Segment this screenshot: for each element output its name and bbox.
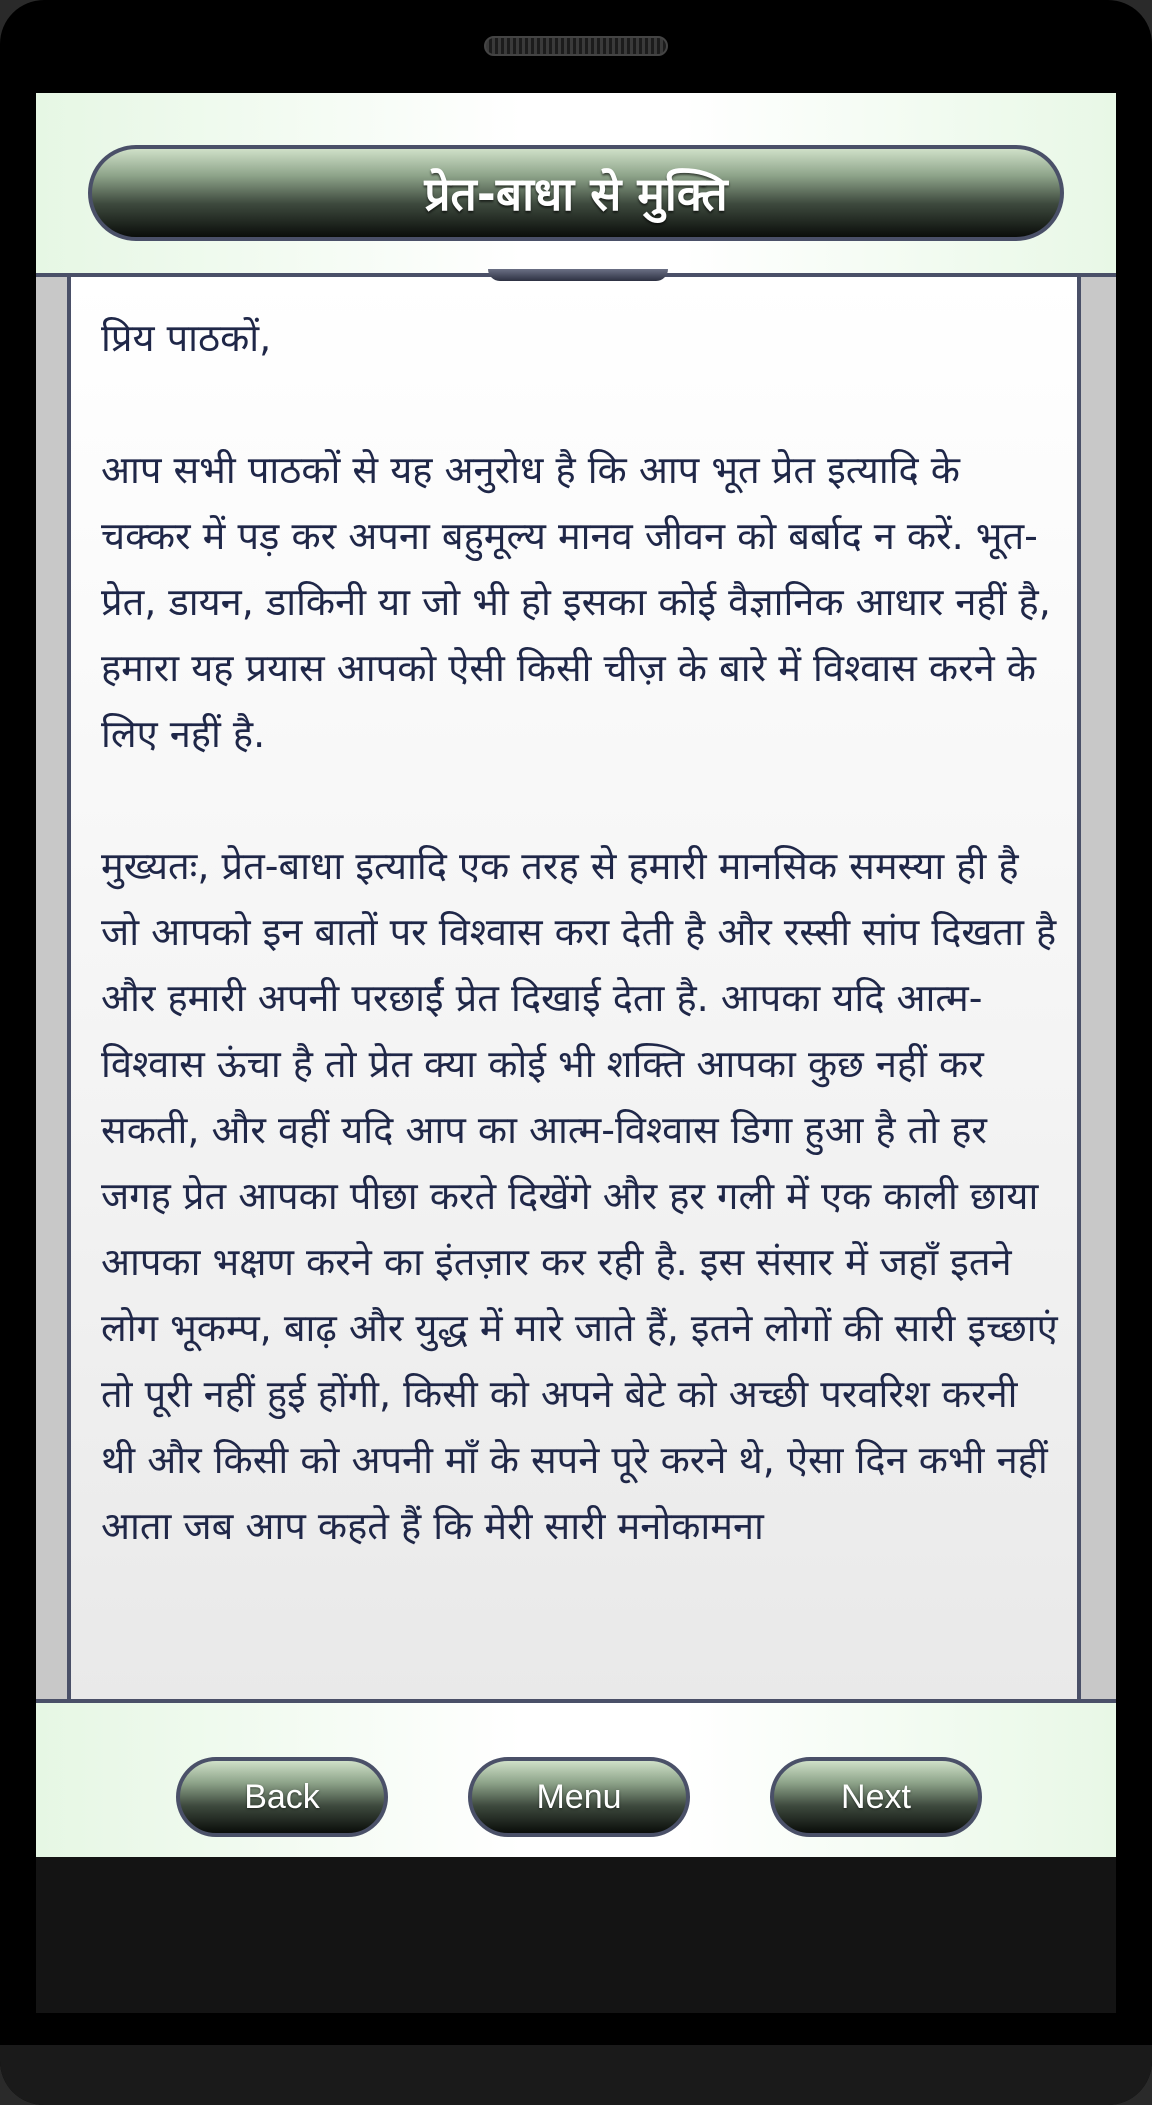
title-banner	[88, 145, 1064, 241]
page-title: प्रेत-बाधा से मुक्ति	[424, 167, 728, 221]
next-button[interactable]	[770, 1757, 982, 1837]
bottom-bezel	[0, 2045, 1152, 2105]
empty-area	[36, 1857, 1116, 2013]
article-paragraph-1: आप सभी पाठकों से यह अनुरोध है कि आप भूत प्रेत इत्यादि के चक्कर में पड़ कर अपना बहुमूल्य मानव जीवन को बर्बाद न करें. भूत-प्रेत, डायन, डाकिनी या जो भी हो इसका कोई वैज्ञानिक आधार नहीं है, हमारा यह प्रयास आपको ऐसी किसी चीज़ के बारे में विश्वास करने के लिए नहीं है.	[101, 448, 1051, 756]
menu-button-label: Menu	[536, 1777, 622, 1816]
article-greeting: प्रिय पाठकों,	[101, 316, 272, 360]
back-button[interactable]	[176, 1757, 388, 1837]
app-screen	[36, 93, 1116, 2013]
menu-button[interactable]	[468, 1757, 690, 1837]
article-scroll-area[interactable]	[67, 277, 1081, 1699]
article-paragraph-2: मुख्यतः, प्रेत-बाधा इत्यादि एक तरह से हमारी मानसिक समस्या ही है जो आपको इन बातों पर विश्वास करा देती है और रस्सी सांप दिखता है और हमारी अपनी परछाईं प्रेत दिखाई देता है. आपका यदि आत्म-विश्वास ऊंचा है तो प्रेत क्या कोई भी शक्ति आपका कुछ नहीं कर सकती, और वहीं यदि आप का आत्म-विश्वास डिगा हुआ है तो हर जगह प्रेत आपका पीछा करते दिखेंगे और हर गली में एक काली छाया आपका भक्षण करने का इंतज़ार कर रही है. इस संसार में जहाँ इतने लोग भूकम्प, बाढ़ और युद्ध में मारे जाते हैं, इतने लोगों की सारी इच्छाएं तो पूरी नहीं हुई होंगी, किसी को अपने बेटे को अच्छी परवरिश करनी थी और किसी को अपनी माँ के सपने पूरे करने थे, ऐसा दिन कभी नहीं आता जब आप कहते हैं कि मेरी सारी मनोकामना	[101, 844, 1058, 1548]
title-notch-decoration	[488, 269, 668, 281]
back-button-label: Back	[244, 1777, 320, 1816]
header-bar	[36, 93, 1116, 275]
content-frame	[36, 273, 1116, 1703]
speaker-grille	[484, 36, 668, 56]
footer-nav	[36, 1703, 1116, 1857]
article-body	[101, 305, 1061, 1625]
next-button-label: Next	[841, 1777, 911, 1816]
